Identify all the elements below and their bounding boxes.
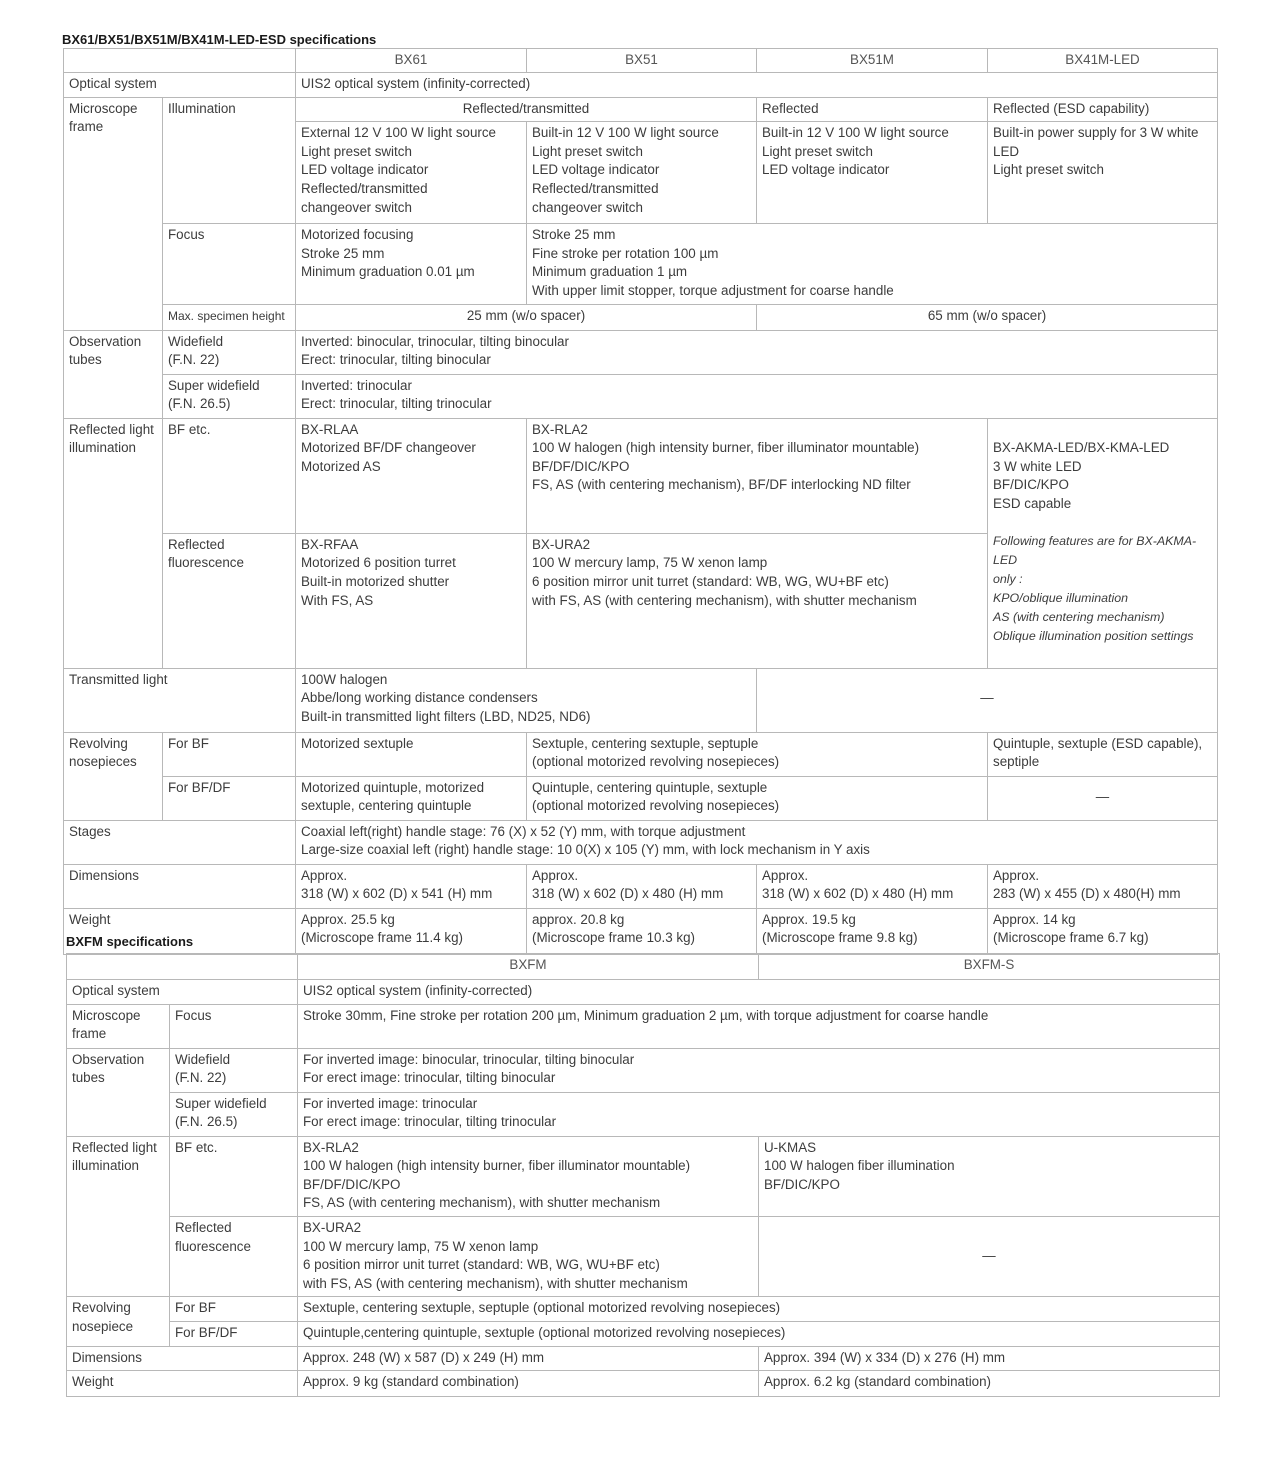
- table2-title: BXFM specifications: [66, 934, 194, 949]
- revolving-bf-label: For BF: [163, 732, 296, 776]
- reflected-fluorescence-label: Reflected fluorescence: [163, 533, 296, 668]
- header-bx41m-led: BX41M-LED: [988, 49, 1218, 73]
- max-height-bx61-bx51: 25 mm (w/o spacer): [296, 304, 757, 330]
- reflected-bf-row: [64, 418, 1218, 533]
- bxfm-revolving-bf-row: [67, 1297, 1220, 1322]
- weight-row: [64, 908, 1218, 954]
- bxfm-widefield-value: For inverted image: binocular, trinocular, tilting binocular For erect image: trinocular, tilting binocular: [298, 1048, 1220, 1092]
- bxfm-reflected-fluorescence-label: Reflected fluorescence: [170, 1216, 298, 1296]
- header-blank: [64, 49, 296, 73]
- reflected-bf-bx61: BX-RLAA Motorized BF/DF changeover Motorized AS: [296, 418, 527, 533]
- bxfm-dimensions-row: [67, 1346, 1220, 1371]
- reflected-bx41m-note: Following features are for BX-AKMA-LED only : KPO/oblique illumination AS (with centering mechanism) Oblique illumination position settings: [993, 534, 1197, 644]
- max-height-label: Max. specimen height: [163, 304, 296, 330]
- widefield-label: Widefield (F.N. 22): [163, 330, 296, 374]
- reflected-bx41m-cell: [988, 418, 1218, 668]
- dimensions-bx61: Approx. 318 (W) x 602 (D) x 541 (H) mm: [296, 864, 527, 908]
- stages-row: [64, 820, 1218, 864]
- super-widefield-label: Super widefield (F.N. 26.5): [163, 374, 296, 418]
- bxfm-revolving-bf-label: For BF: [170, 1297, 298, 1322]
- transmitted-light-dash: —: [980, 689, 994, 705]
- microscope-frame-label: Microscope frame: [64, 97, 163, 330]
- reflected-fluorescence-bx61: BX-RFAA Motorized 6 position turret Built-in motorized shutter With FS, AS: [296, 533, 527, 668]
- bxfm-optical-system-label: Optical system: [67, 980, 298, 1005]
- dimensions-bx51: Approx. 318 (W) x 602 (D) x 480 (H) mm: [527, 864, 757, 908]
- bxfm-reflected-bf-bxfm: BX-RLA2 100 W halogen (high intensity burner, fiber illuminator mountable) BF/DF/DIC/KPO FS, AS (with centering mechanism), with shutter mechanism: [298, 1136, 759, 1216]
- transmitted-light-label: Transmitted light: [64, 668, 296, 732]
- weight-bx41m: Approx. 14 kg (Microscope frame 6.7 kg): [988, 908, 1218, 954]
- revolving-bfdf-bx51: Quintuple, centering quintuple, sextuple (optional motorized revolving nosepieces): [527, 776, 988, 820]
- widefield-row: [64, 330, 1218, 374]
- widefield-value: Inverted: binocular, trinocular, tilting binocular Erect: trinocular, tilting binocular: [296, 330, 1218, 374]
- stages-label: Stages: [64, 820, 296, 864]
- bxfm-header-row: [67, 954, 1220, 980]
- focus-label: Focus: [163, 224, 296, 304]
- max-height-bx51m-bx41m: 65 mm (w/o spacer): [757, 304, 1218, 330]
- stages-value: Coaxial left(right) handle stage: 76 (X) x 52 (Y) mm, with torque adjustment Large-size coaxial left (right) handle stage: 10 0(X) x 105 (Y) mm, with lock mechanism in Y axis: [296, 820, 1218, 864]
- transmitted-light-na: [757, 668, 1218, 732]
- bxfm-weight-bxfms: Approx. 6.2 kg (standard combination): [759, 1371, 1220, 1397]
- bxfm-focus-label: Focus: [170, 1004, 298, 1048]
- reflected-bf-bx41m: BX-AKMA-LED/BX-KMA-LED 3 W white LED BF/DIC/KPO ESD capable: [993, 440, 1170, 511]
- super-widefield-row: [64, 374, 1218, 418]
- focus-bx61: Motorized focusing Stroke 25 mm Minimum graduation 0.01 µm: [296, 224, 527, 304]
- bxfm-focus-value: Stroke 30mm, Fine stroke per rotation 200 µm, Minimum graduation 2 µm, with torque adjustment for coarse handle: [298, 1004, 1220, 1048]
- dimensions-label: Dimensions: [64, 864, 296, 908]
- optical-system-row: [64, 73, 1218, 98]
- header-bxfm-s: BXFM-S: [759, 954, 1220, 980]
- weight-label: Weight: [64, 908, 296, 954]
- header-bx51m: BX51M: [757, 49, 988, 73]
- dimensions-bx41m: Approx. 283 (W) x 455 (D) x 480(H) mm: [988, 864, 1218, 908]
- observation-tubes-label: Observation tubes: [64, 330, 163, 418]
- reflected-bf-bx51: BX-RLA2 100 W halogen (high intensity burner, fiber illuminator mountable) BF/DF/DIC/KPO FS, AS (with centering mechanism), BF/DF interlocking ND filter: [527, 418, 988, 533]
- revolving-bf-row: [64, 732, 1218, 776]
- header-bx51: BX51: [527, 49, 757, 73]
- bxfm-dimensions-bxfms: Approx. 394 (W) x 334 (D) x 276 (H) mm: [759, 1346, 1220, 1371]
- super-widefield-value: Inverted: trinocular Erect: trinocular, tilting trinocular: [296, 374, 1218, 418]
- reflected-bf-label: BF etc.: [163, 418, 296, 533]
- bxfm-observation-tubes-label: Observation tubes: [67, 1048, 170, 1136]
- bxfm-header-blank: [67, 954, 298, 980]
- bxfm-super-widefield-row: [67, 1092, 1220, 1136]
- bxfm-revolving-bf-value: Sextuple, centering sextuple, septuple (optional motorized revolving nosepieces): [298, 1297, 1220, 1322]
- focus-others: Stroke 25 mm Fine stroke per rotation 100 µm Minimum graduation 1 µm With upper limit stopper, torque adjustment for coarse handle: [527, 224, 1218, 304]
- table1-title: BX61/BX51/BX51M/BX41M-LED-ESD specifications: [62, 32, 377, 47]
- dimensions-row: [64, 864, 1218, 908]
- optical-system-label: Optical system: [64, 73, 296, 98]
- bxfm-reflected-fluorescence-bxfms: —: [759, 1216, 1220, 1296]
- header-row: [64, 49, 1218, 73]
- revolving-bf-bx51: Sextuple, centering sextuple, septuple (optional motorized revolving nosepieces): [527, 732, 988, 776]
- header-bxfm: BXFM: [298, 954, 759, 980]
- bxfm-revolving-bfdf-row: [67, 1321, 1220, 1346]
- weight-bx61: Approx. 25.5 kg (Microscope frame 11.4 kg): [296, 908, 527, 954]
- transmitted-light-value: 100W halogen Abbe/long working distance condensers Built-in transmitted light filters (LBD, ND25, ND6): [296, 668, 757, 732]
- bxfm-optical-system-value: UIS2 optical system (infinity-corrected): [298, 980, 1220, 1005]
- bxfm-revolving-bfdf-value: Quintuple,centering quintuple, sextuple (optional motorized revolving nosepieces): [298, 1321, 1220, 1346]
- bx-spec-table: [63, 48, 1218, 955]
- illumination-type-bx51m: Reflected: [757, 97, 988, 122]
- bxfm-optical-system-row: [67, 980, 1220, 1005]
- reflected-light-label: Reflected light illumination: [64, 418, 163, 668]
- revolving-bf-bx61: Motorized sextuple: [296, 732, 527, 776]
- illumination-type-row: [64, 97, 1218, 122]
- bxfm-reflected-fluorescence-row: [67, 1216, 1220, 1296]
- illumination-bx41m: Built-in power supply for 3 W white LED Light preset switch: [988, 122, 1218, 224]
- max-height-row: [64, 304, 1218, 330]
- bxfm-reflected-fluorescence-bxfm: BX-URA2 100 W mercury lamp, 75 W xenon lamp 6 position mirror unit turret (standard: WB, WG, WU+BF etc) with FS, AS (with centering mechanism), with shutter mechanism: [298, 1216, 759, 1296]
- revolving-bfdf-label: For BF/DF: [163, 776, 296, 820]
- bxfm-revolving-label: Revolving nosepiece: [67, 1297, 170, 1346]
- bxfm-spec-table: [66, 953, 1220, 1397]
- optical-system-value: UIS2 optical system (infinity-corrected): [296, 73, 1218, 98]
- reflected-fluorescence-bx51: BX-URA2 100 W mercury lamp, 75 W xenon lamp 6 position mirror unit turret (standard: WB, WG, WU+BF etc) with FS, AS (with centering mechanism), with shutter mechanism: [527, 533, 988, 668]
- bxfm-weight-label: Weight: [67, 1371, 298, 1397]
- bxfm-reflected-bf-bxfms: U-KMAS 100 W halogen fiber illumination BF/DIC/KPO: [759, 1136, 1220, 1216]
- illumination-type-bx61-bx51: Reflected/transmitted: [296, 97, 757, 122]
- bxfm-focus-row: [67, 1004, 1220, 1048]
- bxfm-microscope-frame-label: Microscope frame: [67, 1004, 170, 1048]
- illumination-type-bx41m: Reflected (ESD capability): [988, 97, 1218, 122]
- weight-bx51m: Approx. 19.5 kg (Microscope frame 9.8 kg): [757, 908, 988, 954]
- illumination-bx51: Built-in 12 V 100 W light source Light preset switch LED voltage indicator Reflected/transmitted changeover switch: [527, 122, 757, 224]
- illumination-label: Illumination: [163, 97, 296, 224]
- illumination-bx61: External 12 V 100 W light source Light preset switch LED voltage indicator Reflected/transmitted changeover switch: [296, 122, 527, 224]
- revolving-label: Revolving nosepieces: [64, 732, 163, 820]
- weight-bx51: approx. 20.8 kg (Microscope frame 10.3 kg): [527, 908, 757, 954]
- bxfm-dimensions-bxfm: Approx. 248 (W) x 587 (D) x 249 (H) mm: [298, 1346, 759, 1371]
- bxfm-widefield-row: [67, 1048, 1220, 1092]
- bxfm-reflected-bf-row: [67, 1136, 1220, 1216]
- bxfm-revolving-bfdf-label: For BF/DF: [170, 1321, 298, 1346]
- revolving-bfdf-row: [64, 776, 1218, 820]
- bxfm-weight-row: [67, 1371, 1220, 1397]
- header-bx61: BX61: [296, 49, 527, 73]
- bxfm-widefield-label: Widefield (F.N. 22): [170, 1048, 298, 1092]
- dimensions-bx51m: Approx. 318 (W) x 602 (D) x 480 (H) mm: [757, 864, 988, 908]
- revolving-bf-bx41m: Quintuple, sextuple (ESD capable), septiple: [988, 732, 1218, 776]
- bxfm-reflected-light-label: Reflected light illumination: [67, 1136, 170, 1297]
- bxfm-super-widefield-label: Super widefield (F.N. 26.5): [170, 1092, 298, 1136]
- revolving-bfdf-bx41m: —: [988, 776, 1218, 820]
- transmitted-light-row: [64, 668, 1218, 732]
- bxfm-reflected-bf-label: BF etc.: [170, 1136, 298, 1216]
- bxfm-weight-bxfm: Approx. 9 kg (standard combination): [298, 1371, 759, 1397]
- bxfm-dimensions-label: Dimensions: [67, 1346, 298, 1371]
- focus-row: [64, 224, 1218, 304]
- bxfm-super-widefield-value: For inverted image: trinocular For erect image: trinocular, tilting trinocular: [298, 1092, 1220, 1136]
- illumination-bx51m: Built-in 12 V 100 W light source Light preset switch LED voltage indicator: [757, 122, 988, 224]
- revolving-bfdf-bx61: Motorized quintuple, motorized sextuple, centering quintuple: [296, 776, 527, 820]
